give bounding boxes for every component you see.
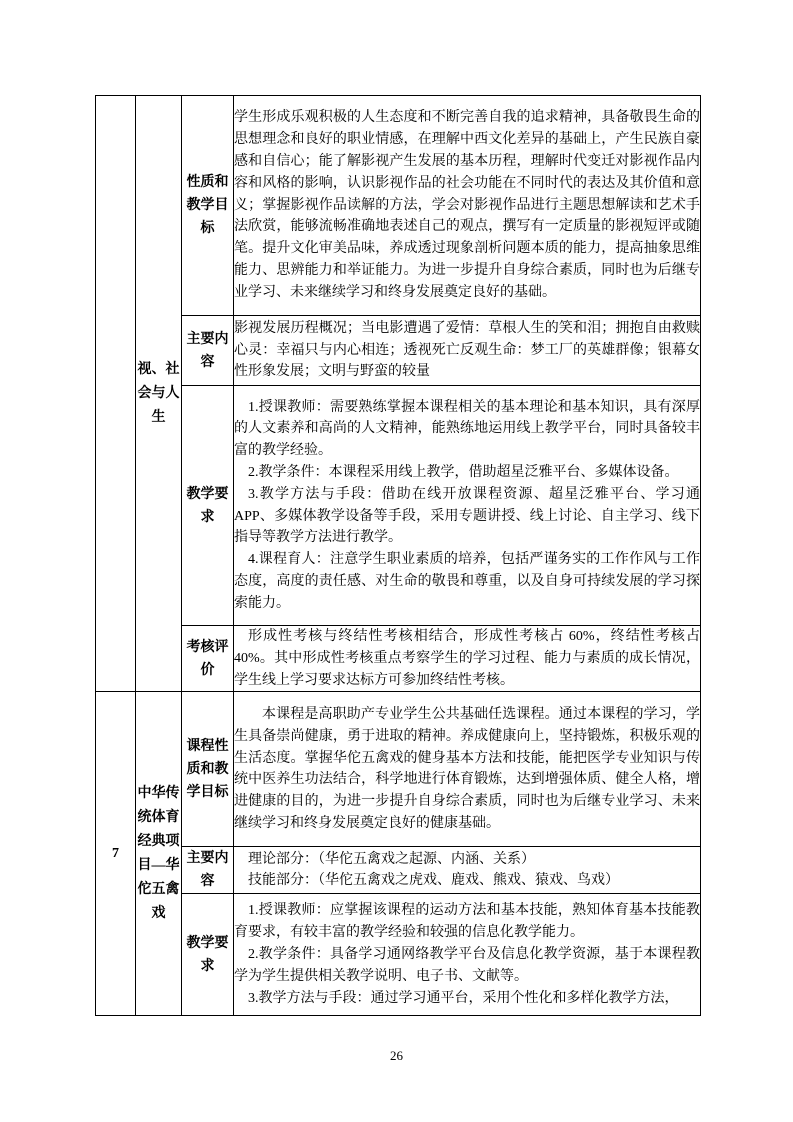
row-label-cell: 主要内容 (182, 847, 234, 894)
paragraph: 3.教学方法与手段：借助在线开放课程资源、超星泛雅平台、学习通 APP、多媒体教学设备等手段，采用专题讲授、线上讨论、自主学习、线下指导等教学方法进行教学。 (234, 486, 700, 546)
row-number-cell: 7 (96, 692, 136, 1016)
table-row (96, 894, 701, 1016)
paragraph: 4.课程育人：注意学生职业素质的培养，包括严谨务实的工作作风与工作态度，高度的责任感、对生命的敬畏和尊重，以及自身可持续发展的学习探索能力。 (234, 552, 700, 611)
row-label-cell: 教学要求 (182, 386, 234, 626)
content-cell (234, 847, 701, 894)
page-number: 26 (390, 1048, 403, 1063)
table-row (96, 692, 701, 847)
course-name-cell: 中华传统体育经典项目—华佗五禽戏 (136, 692, 182, 1016)
course-name-cell: 视、社会与人生 (136, 96, 182, 692)
paragraph: 2.教学条件：具备学习通网络教学平台及信息化教学资源，基于本课程教学为学生提供相关教学说明、电子书、文献等。 (234, 946, 700, 984)
content-cell (234, 626, 701, 692)
paragraph: 影视发展历程概况；当电影遭遇了爱情：草根人生的笑和泪；拥抱自由救赎心灵：幸福只与内心相连；透视死亡反观生命：梦工厂的英雄群像；银幕女性形象发展；文明与野蛮的较量 (234, 320, 700, 380)
paragraph: 2.教学条件：本课程采用线上教学，借助超星泛雅平台、多媒体设备。 (248, 464, 679, 480)
row-label-cell: 主要内容 (182, 316, 234, 386)
paragraph: 3.教学方法与手段：通过学习通平台，采用个性化和多样化教学方法， (248, 990, 679, 1006)
table-row (96, 847, 701, 894)
content-cell (234, 386, 701, 626)
paragraph: 学生形成乐观积极的人生态度和不断完善自我的追求精神，具备敬畏生命的思想理念和良好的职业情感，在理解中西文化差异的基础上，产生民族自豪感和自信心；能了解影视产生发展的基本历程，理解时代变迁对影视作品内容和风格的影响，认识影视作品的社会功能在不同时代的表达及其价值和意义；掌握影视作品读解的方法，学会对影视作品进行主题思想解读和艺术手法欣赏，能够流畅准确地表述自己的观点，撰写有一定质量的影视短评或随笔。提升文化审美品味，养成透过现象剖析问题本质的能力，提高抽象思维能力、思辨能力和举证能力。为进一步提升自身综合素质，同时也为后继专业学习、未来继续学习和终身发展奠定良好的基础。 (234, 110, 700, 300)
paragraph: 形成性考核与终结性考核相结合，形成性考核占 60%，终结性考核占 40%。其中形成性考核重点考察学生的学习过程、能力与素质的成长情况，学生线上学习要求达标方可参加终结性考核。 (234, 629, 700, 688)
row-label-cell: 考核评价 (182, 626, 234, 692)
paragraph: 1.授课教师：需要熟练掌握本课程相关的基本理论和基本知识，具有深厚的人文素养和高尚的人文精神，能熟练地运用线上教学平台，同时具备较丰富的教学经验。 (234, 399, 700, 459)
paragraph: 1.授课教师：应掌握该课程的运动方法和基本技能，熟知体育基本技能教育要求，有较丰富的教学经验和较强的信息化教学能力。 (234, 903, 700, 941)
table-row (96, 386, 701, 626)
row-label-cell: 性质和教学目标 (182, 96, 234, 316)
content-cell (234, 692, 701, 847)
content-cell (234, 316, 701, 386)
paragraph: 本课程是高职助产专业学生公共基础任选课程。通过本课程的学习，学生具备崇尚健康，勇于进取的精神。养成健康向上，坚持锻炼，积极乐观的生活态度。掌握华佗五禽戏的健身基本方法和技能，能把医学专业知识与传统中医养生功法结合，科学地进行体育锻炼，达到增强体质、健全人格，增进健康的目的，为进一步提升自身综合素质，同时也为后继专业学习、未来继续学习和终身发展奠定良好的健康基础。 (234, 707, 700, 831)
paragraph: 理论部分：（华佗五禽戏之起源、内涵、关系） (248, 851, 535, 867)
table-row (96, 626, 701, 692)
row-number-cell (96, 96, 136, 692)
table-row (96, 316, 701, 386)
row-label-cell: 课程性质和教学目标 (182, 692, 234, 847)
paragraph: 技能部分：（华佗五禽戏之虎戏、鹿戏、熊戏、猿戏、鸟戏） (248, 873, 619, 889)
table-row (96, 96, 701, 316)
content-cell (234, 96, 701, 316)
content-cell (234, 894, 701, 1016)
row-label-cell: 教学要求 (182, 894, 234, 1016)
course-syllabus-table (95, 95, 701, 1016)
